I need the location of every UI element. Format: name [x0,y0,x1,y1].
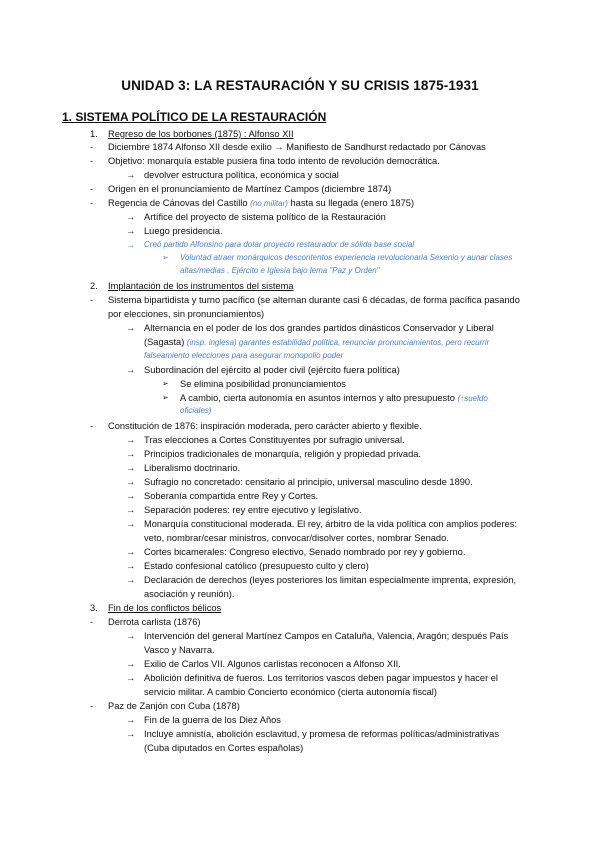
arrow-icon: → [126,715,136,725]
list-item-note: Voluntad atraer monárquicos descontentos experiencia revolucionaria Sexenio y aunar clases [180,253,513,262]
list-item: Objetivo: monarquía estable pusiera fina todo intento de revolución democrática. [108,156,440,166]
list-item: Regencia de Cánovas del Castillo (no militar) hasta su llegada (enero 1875) [108,198,415,208]
list-item: Fin de los conflictos bélicos [108,603,222,613]
list-item: (Cuba diputados en Cortes españolas) [144,743,304,753]
list-item: servicio militar. A cambio Concierto económico (cierta autonomía fiscal) [144,687,437,697]
page-title: UNIDAD 3: LA RESTAURACIÓN Y SU CRISIS 1875-1931 [121,78,479,93]
list-item: Tras elecciones a Cortes Constituyentes por sufragio universal. [144,435,405,445]
inline-note: (insp. inglesa) garantes estabilidad política, renunciar pronunciamientos, pero recurrir [186,338,490,347]
inline-note: (no militar) [250,199,288,208]
list-number: 1. [90,129,98,139]
list-item-note: altas/medias , Ejército e Iglesia bajo lema "Paz y Orden" [180,266,380,275]
dash-bullet: - [90,142,94,152]
list-item: Sufragio no concretado: censitario al principio, universal masculino desde 1890. [144,477,473,487]
arrowhead-bullet-icon: ➢ [162,379,169,388]
list-item: A cambio, cierta autonomía en asuntos internos y alto presupuesto (↑sueldo [180,393,488,403]
arrow-icon: → [126,435,136,445]
arrow-icon: → [126,212,136,222]
arrow-icon: → [126,323,136,333]
list-item: por elecciones, sin pronunciamientos) [108,309,265,319]
dash-bullet: - [90,198,94,208]
arrow-icon: → [126,547,136,557]
arrow-icon: → [126,505,136,515]
list-item: Origen en el pronunciamiento de Martínez Campos (diciembre 1874) [108,184,392,194]
list-item: Exilio de Carlos VII. Algunos carlistas reconocen a Alfonso XII. [144,659,401,669]
list-item: Implantación de los instrumentos del sistema [108,281,294,291]
list-item: Monarquía constitucional moderada. El rey, árbitro de la vida política con amplios poderes: [144,519,517,529]
list-item: devolver estructura política, económica y social [144,170,339,180]
list-item: Vasco y Navarra. [144,645,215,655]
arrow-icon: → [126,226,136,236]
list-item: Constitución de 1876: inspiración moderada, pero carácter abierto y flexible. [108,421,422,431]
arrow-icon: → [126,673,136,683]
dash-bullet: - [90,184,94,194]
list-item: Cortes bicamerales: Congreso electivo, Senado nombrado por rey y gobierno. [144,547,466,557]
arrow-icon: → [126,631,136,641]
arrowhead-bullet-icon: ➢ [162,393,169,402]
list-item: Estado confesional católico (presupuesto culto y clero) [144,561,369,571]
list-item-note: falseamiento elecciones para asegurar monopolio poder [144,351,344,360]
list-item: Liberalismo doctrinario. [144,463,241,473]
section-heading: 1. SISTEMA POLÍTICO DE LA RESTAURACIÓN [62,110,327,124]
dash-bullet: - [90,701,94,711]
list-item: Paz de Zanjón con Cuba (1878) [108,701,240,711]
arrow-icon: → [126,365,136,375]
list-item: veto, nombrar/cesar ministros, convocar/disolver cortes, nombrar Senado. [144,533,449,543]
arrow-icon: → [126,491,136,501]
arrow-icon: → [126,575,136,585]
inline-note: (↑sueldo [457,394,488,403]
list-item: Diciembre 1874 Alfonso XII desde exilio → Manifiesto de Sandhurst redactado por Cánovas [108,142,486,152]
dash-bullet: - [90,295,94,305]
arrowhead-bullet-icon: ➢ [162,253,169,262]
list-item: Sistema bipartidista y turno pacífico (se alternan durante casi 6 décadas, de forma pacífica pasando [108,295,520,305]
dash-bullet: - [90,421,94,431]
arrow-icon: → [126,477,136,487]
list-item: Declaración de derechos (leyes posteriores los limitan especialmente imprenta, expresión, [144,575,517,585]
dash-bullet: - [90,156,94,166]
list-item: (Sagasta) (insp. inglesa) garantes estabilidad política, renunciar pronunciamientos, pero recurrir [144,337,490,347]
list-item: Principios tradicionales de monarquía, religión y propiedad privada. [144,449,422,459]
list-item: Derrota carlista (1876) [108,617,201,627]
arrow-icon: → [126,729,136,739]
list-item: Soberanía compartida entre Rey y Cortes. [144,491,319,501]
list-item-note: oficiales) [180,406,212,415]
list-item: Subordinación del ejército al poder civil (ejército fuera política) [144,365,400,375]
list-item: Separación poderes: rey entre ejecutivo y legislativo. [144,505,362,515]
list-item: Regreso de los borbones (1875) : Alfonso XII [108,129,294,139]
list-item: Intervención del general Martínez Campos en Cataluña, Valencia, Aragón; después País [144,631,509,641]
arrow-icon: → [126,449,136,459]
arrow-icon: → [126,463,136,473]
list-item: Alternancia en el poder de los dos grandes partidos dinásticos Conservador y Liberal [144,323,494,333]
list-number: 3. [90,603,98,613]
arrow-icon: → [126,519,136,529]
list-item-note: Creó partido Alfonsino para dotar proyecto restaurador de sólida base social [144,240,415,249]
arrow-icon: → [126,659,136,669]
list-item: Fin de la guerra de los Diez Años [144,715,281,725]
list-item: Incluye amnistía, abolición esclavitud, y promesa de reformas políticas/administrativas [144,729,499,739]
list-item: Se elimina posibilidad pronunciamientos [180,379,346,389]
list-item: Abolición definitiva de fueros. Los territorios vascos deben pagar impuestos y hacer el [144,673,498,683]
arrow-icon: → [126,561,136,571]
dash-bullet: - [90,617,94,627]
list-number: 2. [90,281,98,291]
list-item: Luego presidencia. [144,226,223,236]
list-item: Artífice del proyecto de sistema político de la Restauración [144,212,386,222]
arrow-icon: → [126,170,136,180]
list-item: asociación y reunión). [144,589,235,599]
arrow-icon: → [126,240,136,250]
